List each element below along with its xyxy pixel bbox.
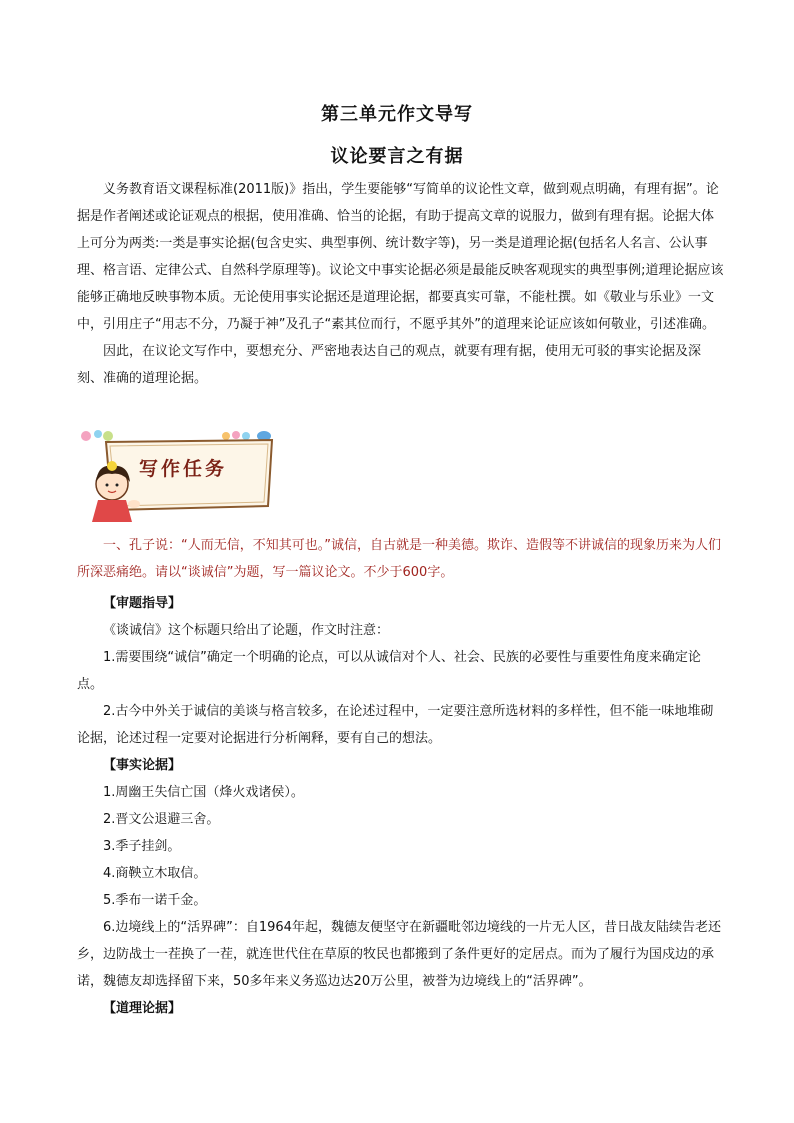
guide-item-2: 2.古今中外关于诚信的美谈与格言较多，在论述过程中，一定要注意所选材料的多样性，但不能一味地堆砌论据，论述过程一定要对论据进行分析阐释，要有自己的想法。 — [77, 704, 714, 746]
page-title: 第三单元作文导写 — [321, 104, 473, 125]
guide-section — [77, 590, 725, 752]
fact-item-5: 5.季布一诺千金。 — [103, 893, 207, 908]
fact-item-3: 3.季子挂剑。 — [103, 839, 181, 854]
task-word-count: 600 — [402, 565, 428, 580]
writing-task-banner — [76, 424, 276, 524]
reasons-heading: 【道理论据】 — [103, 1001, 182, 1016]
banner-label: 写作任务 — [138, 458, 227, 480]
intro-section — [77, 176, 725, 392]
task-section — [77, 532, 725, 586]
facts-heading: 【事实论据】 — [103, 758, 182, 773]
intro-paragraph-1: 义务教育语文课程标准(2011版)》指出，学生要能够“写简单的议论性文章，做到观点明确，有理有据”。论据是作者阐述或论证观点的根据，使用准确、恰当的论据，有助于提高文章的说服力，做到有理有据。论据大体上可分为两类:一类是事实论据(包含史实、典型事例、统计数字等)，另一类是道理论据(包括名人名言、公认事理、格言语、定律公式、自然科学原理等)。议论文中事实论据必须是最能反映客观现实的典型事例;道理论据应该能够正确地反映事物本质。无论使用事实论据还是道理论据，都要真实可靠，不能杜撰。如《敬业与乐业》一文中，引用庄子“用志不分，乃凝于神”及孔子“素其位而行，不愿乎其外”的道理来论证应该如何敬业，引述准确。 — [77, 182, 724, 332]
guide-item-1: 1.需要围绕“诚信”确定一个明确的论点，可以从诚信对个人、社会、民族的必要性与重要性角度来确定论点。 — [77, 650, 701, 692]
task-text: 一、孔子说：“人而无信，不知其可也。”诚信，自古就是一种美德。欺诈、造假等不讲诚信的现象历来为人们所深恶痛绝。请以“谈诚信”为题，写一篇议论文。不少于 — [77, 538, 721, 580]
fact-item-6: 6.边境线上的“活界碑”：自1964年起，魏德友便坚守在新疆毗邻边境线的一片无人区，昔日战友陆续告老还乡，边防战士一茬换了一茬，就连世代住在草原的牧民也都搬到了条件更好的定居点。而为了履行为国戍边的承诺，魏德友却选择留下来，50多年来义务巡边达20万公里，被誉为边境线上的“活界碑”。 — [77, 920, 721, 989]
fact-item-4: 4.商鞅立木取信。 — [103, 866, 207, 881]
fact-item-2: 2.晋文公退避三舍。 — [103, 812, 220, 827]
intro-paragraph-2: 因此，在议论文写作中，要想充分、严密地表达自己的观点，就要有理有据，使用无可驳的事实论据及深刻、准确的道理论据。 — [77, 344, 702, 386]
task-unit: 字。 — [427, 565, 454, 580]
facts-section — [77, 752, 725, 1022]
guide-lead: 《谈诚信》这个标题只给出了论题，作文时注意： — [103, 623, 390, 638]
task-prompt — [77, 532, 725, 586]
page-subtitle: 议论要言之有据 — [330, 146, 464, 167]
guide-heading: 【审题指导】 — [103, 596, 182, 611]
fact-item-1: 1.周幽王失信亡国（烽火戏诸侯）。 — [103, 785, 304, 800]
